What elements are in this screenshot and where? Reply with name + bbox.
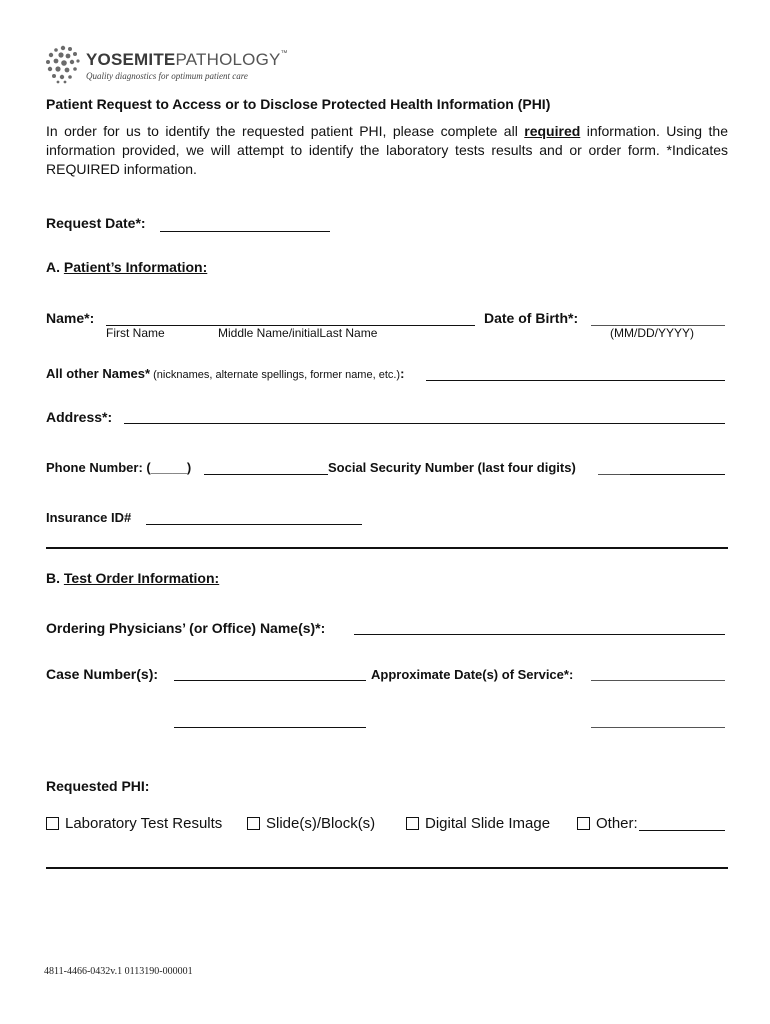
other-names-colon: : — [400, 366, 405, 381]
case-number-field[interactable] — [174, 665, 366, 681]
checkbox-digital-slide[interactable] — [406, 815, 550, 832]
name-label: Name*: — [46, 310, 95, 326]
section-b-title: Test Order Information: — [63, 570, 220, 586]
section-divider — [46, 547, 728, 549]
address-field[interactable] — [124, 408, 725, 424]
address-label: Address*: — [46, 409, 113, 425]
physician-field[interactable] — [354, 619, 725, 635]
ssn-field[interactable] — [630, 459, 725, 475]
checkbox-other[interactable] — [577, 815, 638, 832]
logo-tagline: Quality diagnostics for optimum patient care — [86, 71, 248, 81]
intro-part2: information. Using the information provided, we will attempt to identify the laboratory tests results and or order form. *Indicates REQUIRED information. — [46, 123, 728, 177]
request-date-label: Request Date*: — [46, 215, 146, 231]
checkbox-slides-blocks-label: Slide(s)/Block(s) — [266, 815, 376, 832]
other-names-label — [46, 366, 404, 381]
dob-format-caption: (MM/DD/YYYY) — [610, 326, 694, 340]
checkbox-icon[interactable] — [247, 817, 260, 830]
intro-required: required — [524, 123, 581, 139]
checkbox-other-label: Other: — [596, 815, 638, 832]
checkbox-icon[interactable] — [46, 817, 59, 830]
other-names-text: All other Names* — [46, 366, 151, 381]
footer-doc-id: 4811-4466-0432v.1 0113190-000001 — [44, 966, 193, 977]
checkbox-digital-slide-label: Digital Slide Image — [425, 815, 551, 832]
service-date-field-2[interactable] — [591, 712, 725, 728]
logo-brand-light: PATHOLOGY — [175, 50, 281, 69]
section-a-heading — [46, 259, 207, 275]
checkbox-icon[interactable] — [577, 817, 590, 830]
intro-text — [46, 122, 728, 179]
insurance-field[interactable] — [146, 509, 362, 525]
logo-trademark: ™ — [280, 50, 288, 57]
ssn-label: Social Security Number (last four digits) — [328, 460, 576, 475]
dob-field[interactable] — [591, 310, 725, 326]
logo — [44, 44, 304, 84]
case-number-label: Case Number(s): — [46, 666, 159, 682]
section-a-letter: A. — [46, 259, 60, 275]
checkbox-slides-blocks[interactable] — [247, 815, 375, 832]
requested-phi-label: Requested PHI: — [46, 778, 150, 794]
phone-field[interactable] — [204, 459, 328, 475]
physician-label: Ordering Physicians’ (or Office) Name(s)*: — [46, 620, 326, 636]
logo-wordmark — [86, 50, 288, 70]
name-field[interactable] — [106, 310, 475, 326]
section-b-heading — [46, 570, 219, 586]
logo-brand-bold: YOSEMITE — [86, 50, 176, 69]
section-b-letter: B. — [46, 570, 60, 586]
dob-label: Date of Birth*: — [484, 310, 579, 326]
section-a-title: Patient’s Information: — [63, 259, 208, 275]
other-names-field[interactable] — [426, 365, 725, 381]
section-divider — [46, 867, 728, 869]
logo-dots-icon — [44, 44, 82, 84]
request-date-field[interactable] — [160, 216, 330, 232]
insurance-label: Insurance ID# — [46, 510, 132, 525]
intro-part1: In order for us to identify the requested patient PHI, please complete all — [46, 123, 525, 139]
form-title: Patient Request to Access or to Disclose Protected Health Information (PHI) — [46, 96, 551, 112]
other-field[interactable] — [639, 815, 725, 831]
other-names-hint: (nicknames, alternate spellings, former name, etc.) — [150, 369, 401, 381]
service-date-label: Approximate Date(s) of Service*: — [371, 667, 574, 682]
checkbox-lab-results-label: Laboratory Test Results — [65, 815, 223, 832]
ssn-field-prefix[interactable] — [598, 459, 630, 475]
service-date-field[interactable] — [591, 665, 725, 681]
case-number-field-2[interactable] — [174, 712, 366, 728]
phone-label: Phone Number: (_____) — [46, 460, 192, 475]
name-first-caption: First Name — [106, 326, 165, 340]
checkbox-icon[interactable] — [406, 817, 419, 830]
name-middle-last-caption: Middle Name/initialLast Name — [218, 326, 378, 340]
checkbox-lab-results[interactable] — [46, 815, 222, 832]
